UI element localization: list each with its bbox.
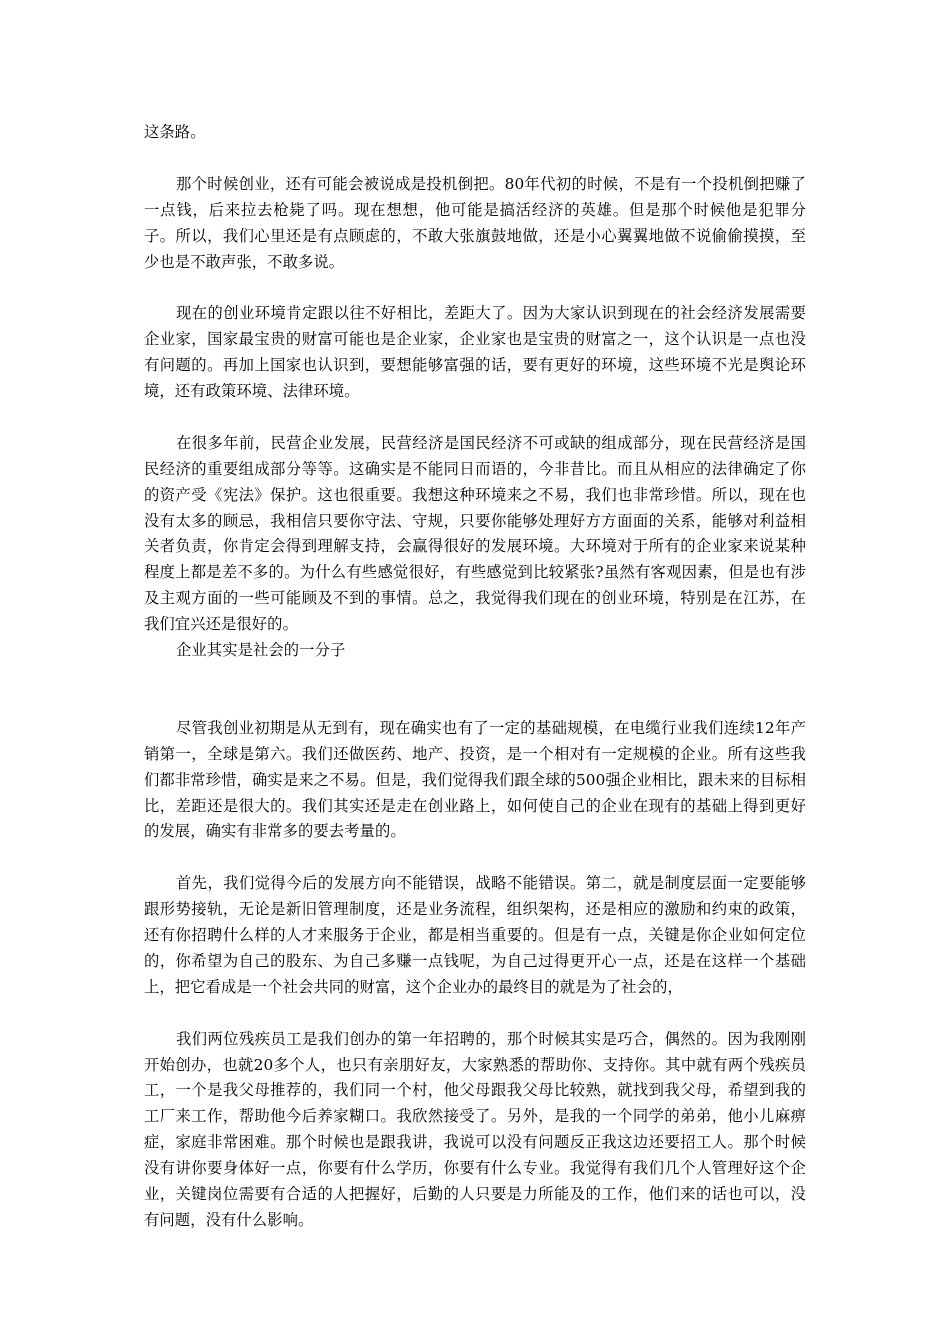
paragraph-development-direction: 首先，我们觉得今后的发展方向不能错误，战略不能错误。第二，就是制度层面一定要能够跟形势接轨，无论是新旧管理制度，还是业务流程，组织架构，还是相应的激励和约束的政策，还有你招聘什么样的人才来服务于企业，都是相当重要的。但是有一点，关键是你企业如何定位的，你希望为自己的股东、为自己多赚一点钱呢，为自己过得更开心一点，还是在这样一个基础上，把它看成是一个社会共同的财富，这个企业办的最终目的就是为了社会的，: [144, 874, 806, 996]
paragraph-private-economy: 在很多年前，民营企业发展，民营经济是国民经济不可或缺的组成部分，现在民营经济是国民经济的重要组成部分等等。这确实是不能同日而语的，今非昔比。而且从相应的法律确定了你的资产受《宪法》保护。这也很重要。我想这种环境来之不易，我们也非常珍惜。所以，现在也没有太多的顾忌，我相信只要你守法、守规，只要你能够处理好方方面面的关系，能够对利益相关者负责，你肯定会得到理解支持，会赢得很好的发展环境。大环境对于所有的企业家来说某种程度上都是差不多的。为什么有些感觉很好，有些感觉到比较紧张?虽然有客观因素，但是也有涉及主观方面的一些可能顾及不到的事情。总之，我觉得我们现在的创业环境，特别是在江苏，在我们宜兴还是很好的。: [144, 433, 806, 634]
paragraph-startup-speculation: 那个时候创业，还有可能会被说成是投机倒把。80年代初的时候，不是有一个投机倒把赚了一点钱，后来拉去枪毙了吗。现在想想，他可能是搞活经济的英雄。但是那个时候他是犯罪分子。所以，我们心里还是有点顾虑的，不敢大张旗鼓地做，还是小心翼翼地做不说偷偷摸摸，至少也是不敢声张，不敢多说。: [144, 174, 806, 271]
paragraph-enterprise-scale: 尽管我创业初期是从无到有，现在确实也有了一定的基础规模，在电缆行业我们连续12年产销第一，全球是第六。我们还做医药、地产、投资，是一个相对有一定规模的企业。所有这些我们都非常珍惜，确实是来之不易。但是，我们觉得我们跟全球的500强企业相比，跟未来的目标相比，差距还是很大的。我们其实还是走在创业路上，如何使自己的企业在现有的基础上得到更好的发展，确实有非常多的要去考量的。: [144, 718, 806, 841]
document-page: [144, 120, 806, 1234]
paragraph-continuation: 这条路。: [144, 123, 206, 141]
paragraph-startup-environment: 现在的创业环境肯定跟以往不好相比，差距大了。因为大家认识到现在的社会经济发展需要企业家，国家最宝贵的财富可能也是企业家，企业家也是宝贵的财富之一，这个认识是一点也没有问题的。再加上国家也认识到，要想能够富强的话，要有更好的环境，这些环境不光是舆论环境，还有政策环境、法律环境。: [144, 304, 806, 401]
section-heading: 企业其实是社会的一分子: [176, 641, 346, 660]
paragraph-disabled-employees: 我们两位残疾员工是我们创办的第一年招聘的，那个时候其实是巧合，偶然的。因为我刚刚开始创办，也就20多个人，也只有亲朋好友，大家熟悉的帮助你、支持你。其中就有两个残疾员工，一个是我父母推荐的，我们同一个村，他父母跟我父母比较熟，就找到我父母，希望到我的工厂来工作，帮助他今后养家糊口。我欣然接受了。另外，是我的一个同学的弟弟，他小儿麻痹症，家庭非常困难。那个时候也是跟我讲，我说可以没有问题反正我这边还要招工人。那个时候没有讲你要身体好一点，你要有什么学历，你要有什么专业。我觉得有我们几个人管理好这个企业，关键岗位需要有合适的人把握好，后勤的人只要是力所能及的工作，他们来的话也可以，没有问题，没有什么影响。: [144, 1029, 806, 1229]
